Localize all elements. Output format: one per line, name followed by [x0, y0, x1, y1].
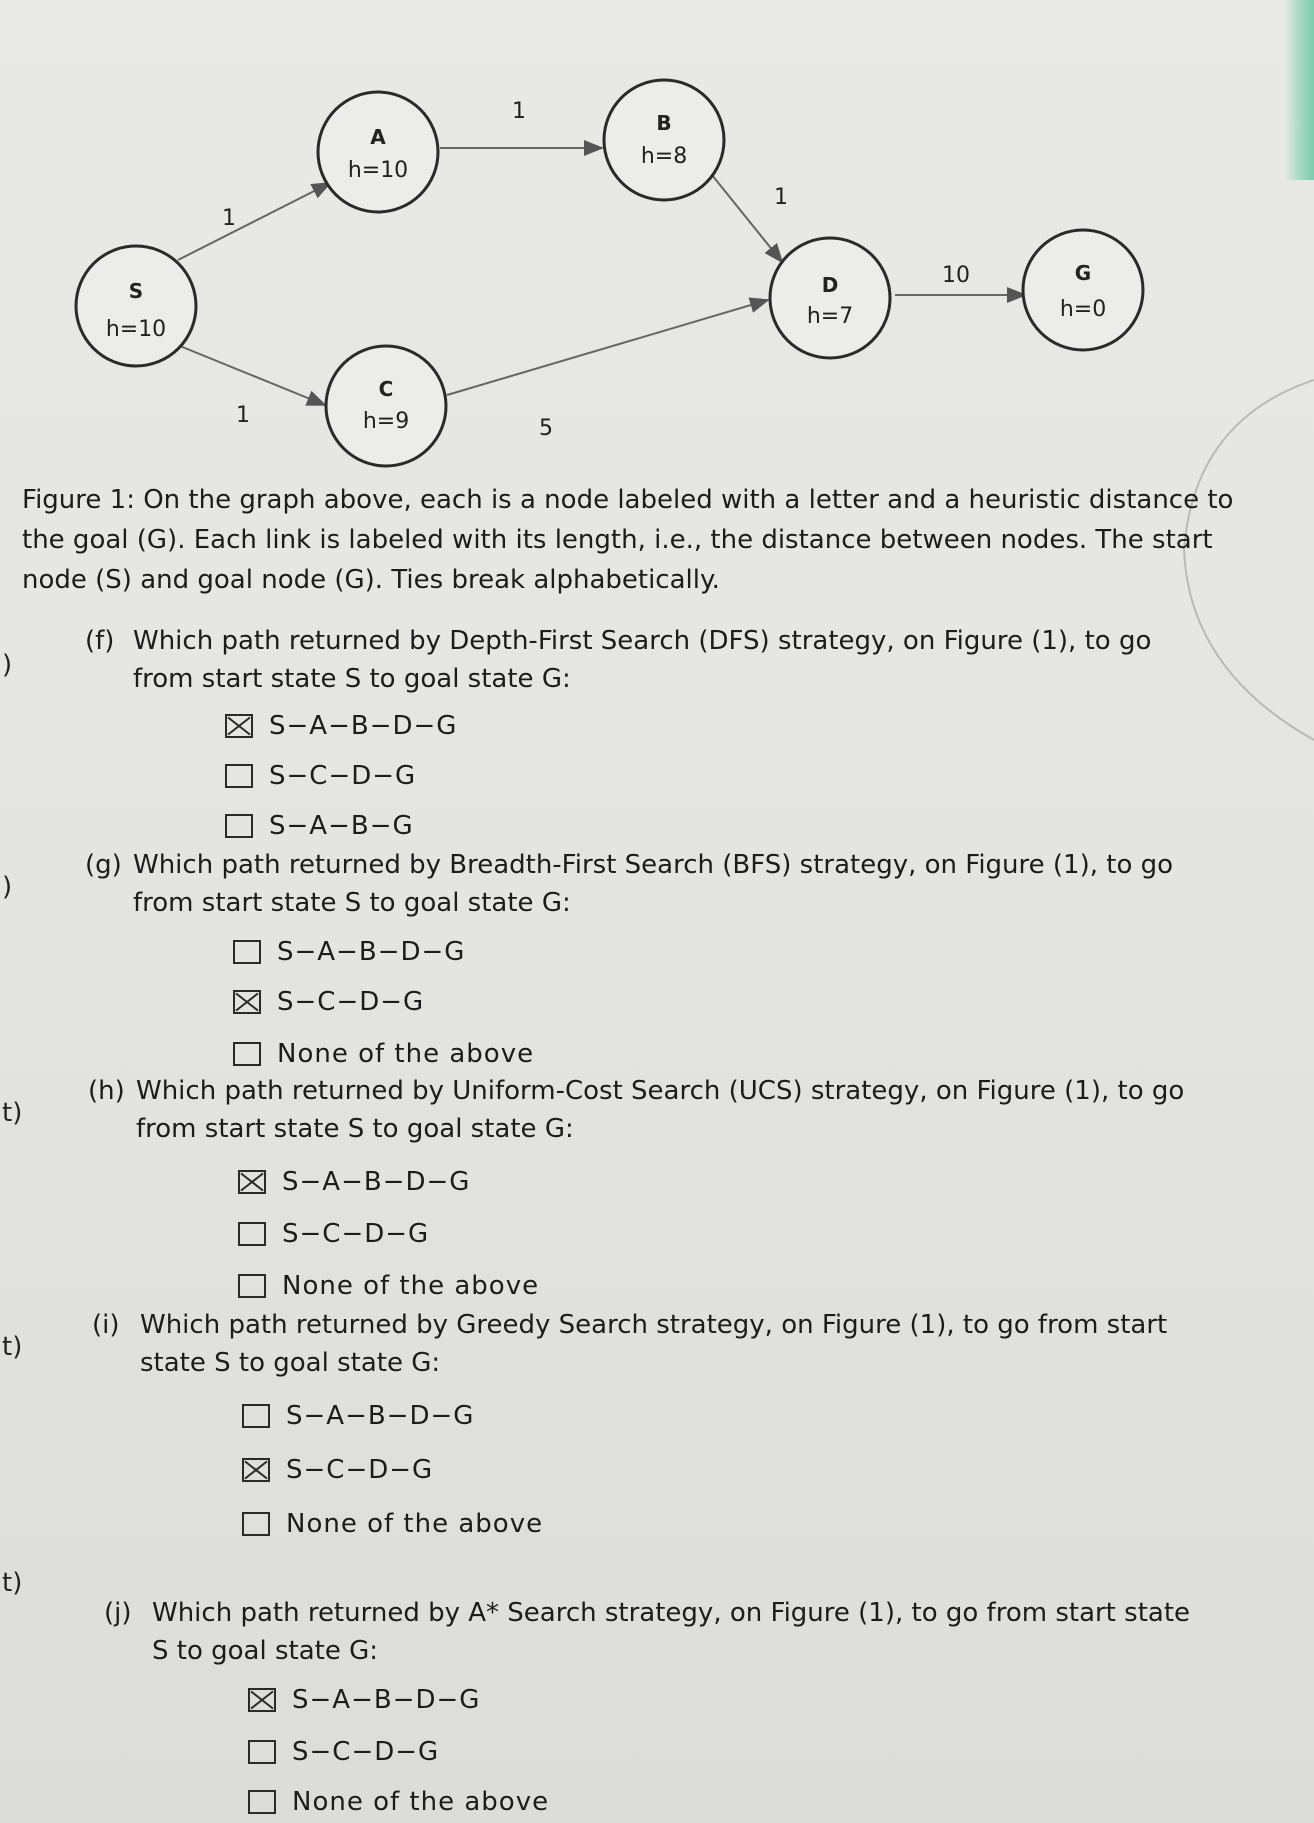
option-f-2[interactable] [225, 756, 416, 796]
option-label: S−A−B−G [269, 811, 414, 841]
svg-text:h=9: h=9 [362, 409, 410, 434]
edge-label-d-g: 10 [942, 263, 970, 288]
svg-text:h=8: h=8 [640, 144, 688, 169]
option-label: S−A−B−D−G [292, 1685, 481, 1715]
question-g-line1: Which path returned by Breadth-First Search (BFS) strategy, on Figure (1), to go [133, 850, 1174, 880]
question-j-line1: Which path returned by A* Search strategy, on Figure (1), to go from start state [152, 1598, 1191, 1628]
edge-label-s-c: 1 [236, 403, 250, 428]
question-h-letter: (h) [88, 1076, 125, 1106]
question-g-letter: (g) [85, 850, 122, 880]
checkbox-empty[interactable] [225, 764, 253, 788]
option-f-1[interactable] [225, 706, 457, 746]
checkbox-empty[interactable] [225, 814, 253, 838]
option-i-3[interactable] [242, 1504, 543, 1544]
margin-mark-j: t) [2, 1568, 23, 1598]
svg-text:A: A [370, 125, 386, 149]
checkbox-checked[interactable] [238, 1170, 266, 1194]
margin-mark-h: t) [2, 1098, 23, 1128]
option-i-2[interactable] [242, 1450, 433, 1490]
option-label: None of the above [277, 1039, 535, 1069]
node-b [604, 80, 724, 200]
question-i-text [92, 1306, 1292, 1382]
checkbox-empty[interactable] [248, 1790, 276, 1814]
edge-s-a [178, 183, 330, 260]
option-j-2[interactable] [248, 1732, 439, 1772]
option-label: S−C−D−G [277, 987, 425, 1017]
question-g-line2: from start state S to goal state G: [133, 888, 571, 918]
svg-text:S: S [128, 279, 144, 303]
option-h-1[interactable] [238, 1162, 470, 1202]
question-f-text [85, 622, 1205, 698]
question-g-text [85, 846, 1275, 922]
checkbox-checked[interactable] [248, 1688, 276, 1712]
question-h-line2: from start state S to goal state G: [136, 1114, 574, 1144]
question-f-letter: (f) [85, 626, 115, 656]
edge-s-c [180, 346, 325, 405]
question-i-line1: Which path returned by Greedy Search strategy, on Figure (1), to go from start [140, 1310, 1168, 1340]
option-label: S−C−D−G [292, 1737, 440, 1767]
option-h-3[interactable] [238, 1266, 539, 1306]
checkbox-checked[interactable] [233, 990, 261, 1014]
option-label: S−A−B−D−G [269, 711, 458, 741]
question-f-line2: from start state S to goal state G: [133, 664, 571, 694]
option-f-3[interactable] [225, 806, 414, 846]
edge-label-s-a: 1 [222, 206, 236, 231]
svg-text:h=10: h=10 [347, 158, 409, 183]
option-label: None of the above [282, 1271, 540, 1301]
question-i-line2: state S to goal state G: [140, 1348, 441, 1378]
option-label: None of the above [292, 1787, 550, 1817]
node-s [76, 246, 196, 366]
question-i-letter: (i) [92, 1310, 120, 1340]
option-i-1[interactable] [242, 1396, 474, 1436]
checkbox-empty[interactable] [233, 940, 261, 964]
checkbox-checked[interactable] [242, 1458, 270, 1482]
option-g-3[interactable] [233, 1034, 534, 1074]
option-h-2[interactable] [238, 1214, 429, 1254]
option-label: None of the above [286, 1509, 544, 1539]
question-h-text [88, 1072, 1288, 1148]
question-h-line1: Which path returned by Uniform-Cost Search (UCS) strategy, on Figure (1), to go [136, 1076, 1185, 1106]
margin-mark-f: ) [2, 650, 13, 680]
option-label: S−A−B−D−G [277, 937, 466, 967]
svg-text:C: C [378, 377, 394, 401]
svg-text:h=10: h=10 [105, 317, 167, 342]
checkbox-empty[interactable] [238, 1274, 266, 1298]
edge-label-c-d: 5 [539, 416, 553, 441]
edge-b-d [712, 175, 782, 262]
question-j-letter: (j) [104, 1598, 132, 1628]
svg-text:D: D [821, 273, 839, 297]
option-label: S−C−D−G [269, 761, 417, 791]
question-j-text [104, 1594, 1304, 1670]
option-label: S−C−D−G [282, 1219, 430, 1249]
edge-c-d [447, 300, 768, 395]
option-label: S−A−B−D−G [282, 1167, 471, 1197]
checkbox-empty[interactable] [233, 1042, 261, 1066]
figure-caption: Figure 1: On the graph above, each is a node labeled with a letter and a heuristic distance to the goal (G). Each link is labeled with its length, i.e., the distance between nodes. The start node (S) and goal node (G). Ties break alphabetically. [22, 485, 1234, 595]
option-g-1[interactable] [233, 932, 465, 972]
margin-mark-g: ) [2, 872, 13, 902]
svg-text:h=7: h=7 [806, 304, 854, 329]
option-label: S−C−D−G [286, 1455, 434, 1485]
question-f-line1: Which path returned by Depth-First Search (DFS) strategy, on Figure (1), to go [133, 626, 1152, 656]
option-label: S−A−B−D−G [286, 1401, 475, 1431]
option-j-1[interactable] [248, 1680, 480, 1720]
checkbox-empty[interactable] [248, 1740, 276, 1764]
node-c [326, 346, 446, 466]
question-j-line2: S to goal state G: [152, 1636, 379, 1666]
checkbox-empty[interactable] [242, 1512, 270, 1536]
search-graph [0, 0, 1314, 470]
option-j-3[interactable] [248, 1782, 549, 1822]
svg-text:B: B [656, 111, 672, 135]
edge-label-b-d: 1 [774, 185, 788, 210]
margin-mark-i: t) [2, 1332, 23, 1362]
node-g [1023, 230, 1143, 350]
node-d [770, 238, 890, 358]
checkbox-empty[interactable] [238, 1222, 266, 1246]
node-a [318, 92, 438, 212]
checkbox-empty[interactable] [242, 1404, 270, 1428]
svg-text:G: G [1074, 261, 1092, 285]
svg-text:h=0: h=0 [1059, 297, 1107, 322]
edge-label-a-b: 1 [512, 99, 526, 124]
option-g-2[interactable] [233, 982, 424, 1022]
checkbox-checked[interactable] [225, 714, 253, 738]
